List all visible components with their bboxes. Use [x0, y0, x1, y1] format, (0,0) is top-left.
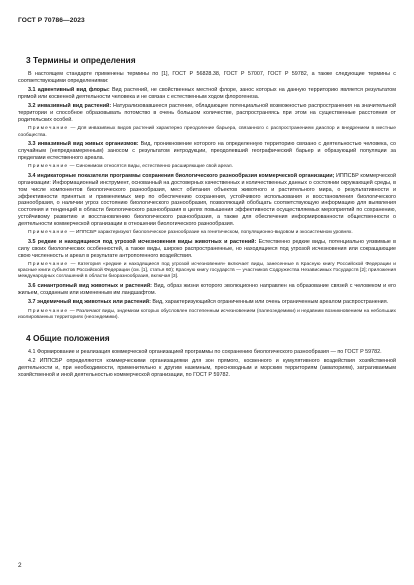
note-5-label: Примечание: [28, 308, 69, 314]
term-3-2-definition: Натурализовавшееся растение, обладающее потенциальной возможностью распространения на значительной территории и способное образовывать потомство в очень большом количестве, распространяясь при этом на существенные расстояния от родительских особей.: [18, 103, 396, 123]
note-1: [18, 126, 396, 138]
term-3-7: [18, 299, 396, 306]
term-3-5: [18, 239, 396, 259]
term-3-6-name: 3.6 синантропный вид животных и растений:: [28, 283, 152, 290]
note-3: [18, 230, 396, 236]
paragraph-4-2: 4.2 ИППСБР определяются коммерческими организациями для зон прямого, косвенного и кумулятивного воздействия хозяйственной деятельности и, при необходимости, применительно к другим наземным, пресноводным и морским территориям (акваториям), затрагиваемым хозяйственной и иной деятельностью коммерческой организации, по ГОСТ Р 59782.: [18, 358, 396, 379]
page-number: 2: [18, 562, 22, 569]
paragraph-4-1: 4.1 Формирование и реализация коммерческой организацией программы по сохранению биологического разнообразия — по ГОСТ Р 59782.: [28, 349, 382, 356]
note-1-label: Примечание: [28, 126, 69, 132]
note-2: [18, 164, 396, 170]
term-3-5-definition: Естественно редкие виды, потенциально уязвимые в силу своих биологических особенностей, а также виды, широко распространенные, но находящиеся под угрозой исчезновения или сокращающие свою численность и ареал в результате антропогенного воздействия.: [18, 238, 396, 259]
term-3-1: [18, 87, 396, 101]
note-4-text: — Категория «редкие и находящиеся под угрозой исчезновения» включает виды, занесенные в Красную книгу Российской Федерации и красные книги субъектов Российской Федерации (см. [1], статья 60); Красную книгу государств — участников Содружества Независимых Государств [2]; приложения международных соглашений в области биоразнообразия, включая [3].: [18, 261, 396, 280]
note-3-text: — ИППСБР характеризуют биологическое разнообразие на генетическом, популяционно-видовом и экосистемном уровнях.: [68, 230, 353, 236]
term-3-6-definition: Вид, образ жизни которого эволюционно направлен на образование связей с человеком и его жильем, созданным или измененным им ландшафтом.: [18, 283, 396, 296]
term-3-3: [18, 141, 396, 161]
note-3-label: Примечание: [28, 230, 69, 236]
section-4-title: 4 Общие положения: [26, 333, 110, 344]
term-3-5-name: 3.5 редкие и находящиеся под угрозой исчезновения виды животных и растений:: [28, 238, 257, 245]
term-3-3-name: 3.3 инвазивный вид живых организмов:: [28, 141, 139, 148]
term-3-7-name: 3.7 эндемичный вид животных или растений:: [28, 299, 151, 306]
note-5-text: — Различают виды, эндемизм которых обусловлен постепенным исчезновением (палеоэндемики) и недавним возникновением на небольших изолированных территориях (неоэндемики).: [18, 308, 396, 320]
standard-header: ГОСТ Р 70786—2023: [18, 17, 85, 24]
section-3-intro: В настоящем стандарте применены термины по [1], ГОСТ Р 56828.38, ГОСТ Р 57007, ГОСТ Р 59782, а также следующие термины с соответствующими определениями:: [18, 71, 396, 84]
term-3-4-definition: ИППСБР коммерческой организации: Информационный инструмент, основанный на достоверных качественных и количественных данных о состоянии окружающей среды, в том числе компонентов биологического разнообразия, мест обитания объектов животного и растительного мира, о результативности и эффективности принятых и применяемых мер по обеспечению сохранения, устойчивого использования и восстановления биологического разнообразия, о наличии угроз состоянию биологического разнообразия, позволяющий обобщать соответствующую информацию для выявления состояния и тенденций в области биологического разнообразия в целях повышения эффективности осуществляемых мероприятий по сохранению, устойчивому развитию и восстановлению биологического разнообразия, а также для обеспечения информированности общественности о деятельности коммерческой организации в отношении биологического разнообразия.: [18, 173, 396, 227]
note-4-label: Примечание: [28, 261, 69, 267]
term-3-1-name: 3.1 адвентивный вид флоры:: [28, 87, 110, 94]
note-1-text: — Для инвазивных видов растений характерно преодоление барьера, связанного с распространением диаспор и внедрением в местные сообщества.: [18, 126, 396, 138]
note-5: [18, 309, 396, 321]
term-3-4: [18, 173, 396, 227]
term-3-7-definition: Вид, характеризующийся ограниченным или очень ограниченным ареалом распространения.: [150, 299, 389, 306]
term-3-3-definition: Вид, проникновение которого на определенную территорию связано с деятельностью человека, со случайным (непреднамеренным) заносом с результатом интродукции, преодолевший географический барьер и образующий популяции за пределами естественного ареала.: [18, 141, 396, 161]
term-3-1-definition: Вид растений, не свойственных местной флоре, занос которых на данную территорию является результатом прямой или косвенной деятельности человека и не связан с естественным ходом флорогенеза.: [18, 87, 396, 100]
term-3-2: [18, 103, 396, 123]
term-3-6: [18, 283, 396, 297]
term-3-4-name: 3.4 индикаторные показатели программы сохранения биологического разнообразия коммерческой организации;: [28, 173, 335, 180]
section-3-title: 3 Термины и определения: [26, 55, 136, 65]
note-2-text: — Синонимом относятся виды, естественно расширяющие свой ареал.: [68, 164, 234, 170]
note-2-label: Примечание: [28, 164, 69, 170]
note-4: [18, 262, 396, 281]
term-3-2-name: 3.2 инвазивный вид растений:: [28, 103, 112, 110]
